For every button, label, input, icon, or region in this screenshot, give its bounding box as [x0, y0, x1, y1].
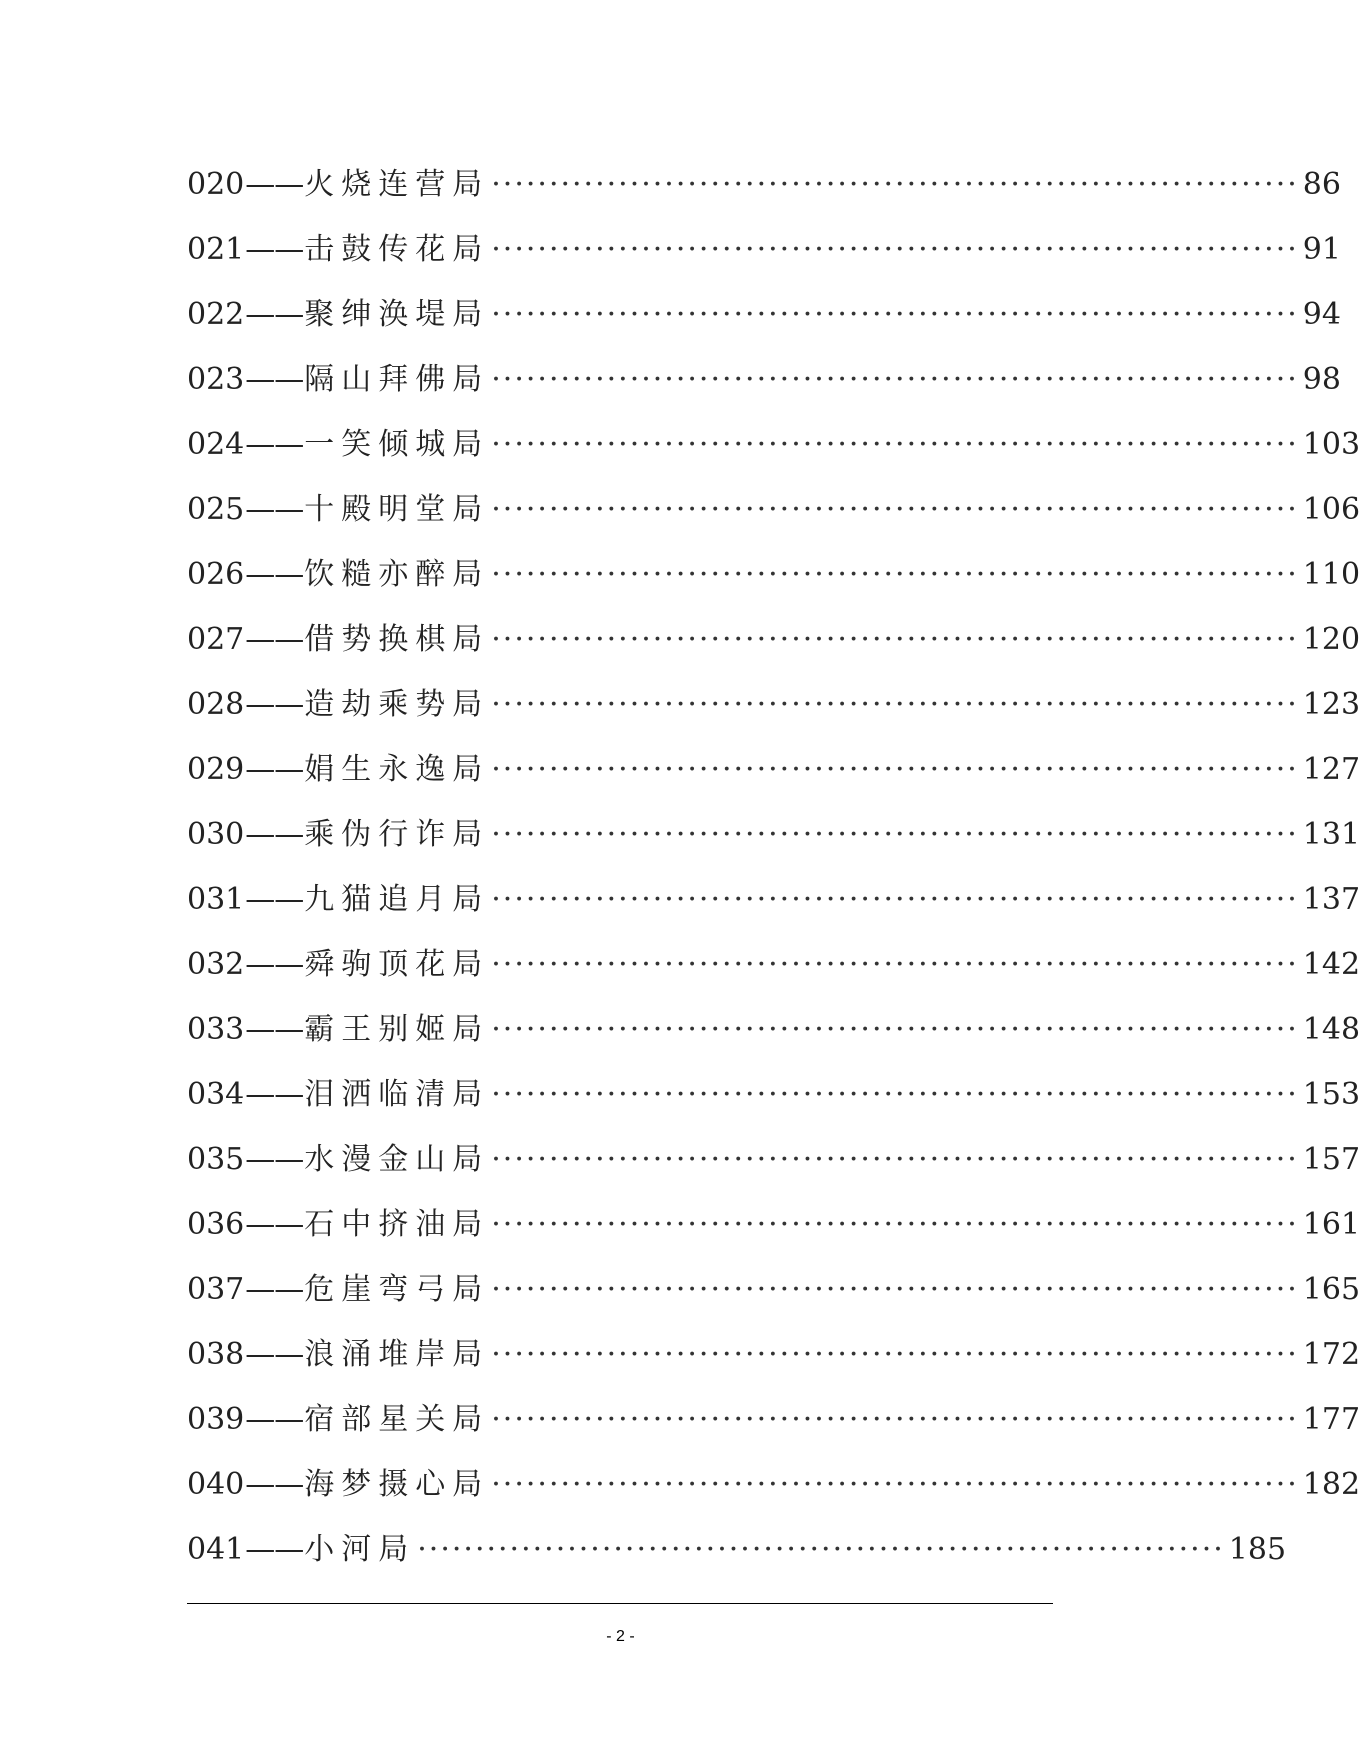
entry-page-number: 185 — [1228, 1532, 1287, 1567]
entry-dash: —— — [245, 1337, 304, 1372]
entry-page-number: 106 — [1302, 492, 1360, 527]
entry-title: 霸王别姬局 — [304, 1012, 490, 1047]
dot-leader: ······································································ — [491, 1337, 1299, 1372]
entry-dash: —— — [245, 427, 304, 462]
toc-entry[interactable] — [187, 412, 1360, 477]
entry-page-number: 131 — [1302, 817, 1360, 852]
entry-dash: —— — [245, 167, 304, 202]
toc-entry[interactable] — [187, 542, 1360, 607]
toc-entry[interactable] — [187, 1127, 1360, 1192]
toc-entry[interactable] — [187, 672, 1360, 737]
footer-rule — [187, 1603, 1053, 1604]
entry-dash: —— — [245, 622, 304, 657]
entry-dash: —— — [245, 297, 304, 332]
entry-number: 033 — [187, 1012, 245, 1047]
entry-page-number: 123 — [1302, 687, 1360, 722]
dot-leader: ······································································ — [491, 752, 1299, 787]
entry-dash: —— — [245, 752, 304, 787]
entry-number: 036 — [187, 1207, 245, 1242]
entry-page-number: 103 — [1302, 427, 1360, 462]
entry-title: 十殿明堂局 — [304, 492, 490, 527]
dot-leader: ······································································ — [491, 297, 1299, 332]
toc-entry[interactable] — [187, 1257, 1360, 1322]
entry-page-number: 137 — [1302, 882, 1360, 917]
entry-dash: —— — [245, 557, 304, 592]
entry-title: 泪洒临清局 — [304, 1077, 490, 1112]
entry-title: 火烧连营局 — [304, 167, 490, 202]
entry-page-number: 110 — [1302, 557, 1360, 592]
entry-page-number: 148 — [1302, 1012, 1360, 1047]
entry-dash: —— — [245, 817, 304, 852]
entry-page-number: 98 — [1302, 362, 1341, 397]
toc-entry[interactable] — [187, 152, 1341, 217]
entry-dash: —— — [245, 1012, 304, 1047]
entry-title: 娟生永逸局 — [304, 752, 490, 787]
entry-number: 041 — [187, 1532, 245, 1567]
dot-leader: ······································································ — [491, 1467, 1299, 1502]
dot-leader: ······································································ — [491, 1077, 1299, 1112]
entry-number: 028 — [187, 687, 245, 722]
entry-title: 危崖弯弓局 — [304, 1272, 490, 1307]
entry-number: 029 — [187, 752, 245, 787]
entry-title: 造劫乘势局 — [304, 687, 490, 722]
entry-page-number: 182 — [1302, 1467, 1360, 1502]
entry-title: 海梦摄心局 — [304, 1467, 490, 1502]
toc-entry[interactable] — [187, 737, 1360, 802]
entry-dash: —— — [245, 1272, 304, 1307]
entry-title: 击鼓传花局 — [304, 232, 490, 267]
entry-number: 035 — [187, 1142, 245, 1177]
toc-entry[interactable] — [187, 1452, 1360, 1517]
dot-leader: ······································································ — [491, 947, 1299, 982]
toc-entry[interactable] — [187, 867, 1360, 932]
entry-number: 027 — [187, 622, 245, 657]
entry-number: 020 — [187, 167, 245, 202]
entry-dash: —— — [245, 362, 304, 397]
entry-dash: —— — [245, 687, 304, 722]
toc-entry[interactable] — [187, 477, 1360, 542]
toc-entry[interactable] — [187, 607, 1360, 672]
entry-page-number: 142 — [1302, 947, 1360, 982]
entry-dash: —— — [245, 1467, 304, 1502]
entry-title: 水漫金山局 — [304, 1142, 490, 1177]
entry-number: 037 — [187, 1272, 245, 1307]
entry-number: 022 — [187, 297, 245, 332]
entry-number: 040 — [187, 1467, 245, 1502]
dot-leader: ······································································ — [491, 622, 1299, 657]
entry-dash: —— — [245, 1077, 304, 1112]
entry-number: 032 — [187, 947, 245, 982]
dot-leader: ······································································ — [491, 1012, 1299, 1047]
dot-leader: ······································································ — [491, 492, 1299, 527]
entry-title: 小河局 — [304, 1532, 416, 1567]
entry-dash: —— — [245, 1402, 304, 1437]
entry-title: 九猫追月局 — [304, 882, 490, 917]
entry-page-number: 153 — [1302, 1077, 1360, 1112]
entry-number: 023 — [187, 362, 245, 397]
dot-leader: ······································································ — [491, 1272, 1299, 1307]
toc-entry[interactable] — [187, 347, 1341, 412]
toc-list — [187, 152, 1360, 1582]
entry-page-number: 91 — [1302, 232, 1341, 267]
entry-title: 乘伪行诈局 — [304, 817, 490, 852]
toc-entry[interactable] — [187, 997, 1360, 1062]
entry-page-number: 86 — [1302, 167, 1341, 202]
dot-leader: ······································································ — [491, 427, 1299, 462]
entry-number: 031 — [187, 882, 245, 917]
entry-number: 021 — [187, 232, 245, 267]
entry-title: 一笑倾城局 — [304, 427, 490, 462]
dot-leader: ······································································ — [491, 167, 1299, 202]
dot-leader: ······································································ — [491, 687, 1299, 722]
entry-page-number: 94 — [1302, 297, 1341, 332]
table-of-contents — [187, 152, 1360, 1582]
entry-number: 025 — [187, 492, 245, 527]
entry-title: 隔山拜佛局 — [304, 362, 490, 397]
entry-title: 宿部星关局 — [304, 1402, 490, 1437]
entry-page-number: 161 — [1302, 1207, 1360, 1242]
entry-page-number: 127 — [1302, 752, 1360, 787]
entry-dash: —— — [245, 882, 304, 917]
entry-dash: —— — [245, 1207, 304, 1242]
dot-leader: ······································································ — [491, 1207, 1299, 1242]
entry-dash: —— — [245, 492, 304, 527]
entry-title: 借势换棋局 — [304, 622, 490, 657]
dot-leader: ······································································ — [417, 1532, 1225, 1567]
entry-dash: —— — [245, 1532, 304, 1567]
entry-page-number: 120 — [1302, 622, 1360, 657]
entry-number: 026 — [187, 557, 245, 592]
entry-title: 舜驹顶花局 — [304, 947, 490, 982]
entry-page-number: 177 — [1302, 1402, 1360, 1437]
dot-leader: ······································································ — [491, 232, 1299, 267]
page-number: - 2 - — [606, 1628, 635, 1645]
entry-title: 石中挤油局 — [304, 1207, 490, 1242]
entry-page-number: 165 — [1302, 1272, 1360, 1307]
entry-number: 024 — [187, 427, 245, 462]
entry-dash: —— — [245, 947, 304, 982]
dot-leader: ······································································ — [491, 362, 1299, 397]
dot-leader: ······································································ — [491, 1142, 1299, 1177]
toc-entry[interactable] — [187, 217, 1341, 282]
toc-entry[interactable] — [187, 1322, 1360, 1387]
entry-title: 饮糙亦醉局 — [304, 557, 490, 592]
entry-dash: —— — [245, 1142, 304, 1177]
toc-entry[interactable] — [187, 282, 1341, 347]
toc-entry[interactable] — [187, 932, 1360, 997]
dot-leader: ······································································ — [491, 557, 1299, 592]
dot-leader: ······································································ — [491, 1402, 1299, 1437]
entry-dash: —— — [245, 232, 304, 267]
entry-number: 039 — [187, 1402, 245, 1437]
toc-entry[interactable] — [187, 1387, 1360, 1452]
entry-page-number: 157 — [1302, 1142, 1360, 1177]
dot-leader: ······································································ — [491, 882, 1299, 917]
dot-leader: ······································································ — [491, 817, 1299, 852]
entry-number: 034 — [187, 1077, 245, 1112]
toc-entry[interactable] — [187, 1062, 1360, 1127]
entry-number: 038 — [187, 1337, 245, 1372]
entry-title: 浪涌堆岸局 — [304, 1337, 490, 1372]
toc-entry[interactable] — [187, 802, 1360, 867]
toc-entry[interactable] — [187, 1192, 1360, 1257]
entry-page-number: 172 — [1302, 1337, 1360, 1372]
entry-number: 030 — [187, 817, 245, 852]
toc-entry[interactable] — [187, 1517, 1287, 1582]
entry-title: 聚绅涣堤局 — [304, 297, 490, 332]
